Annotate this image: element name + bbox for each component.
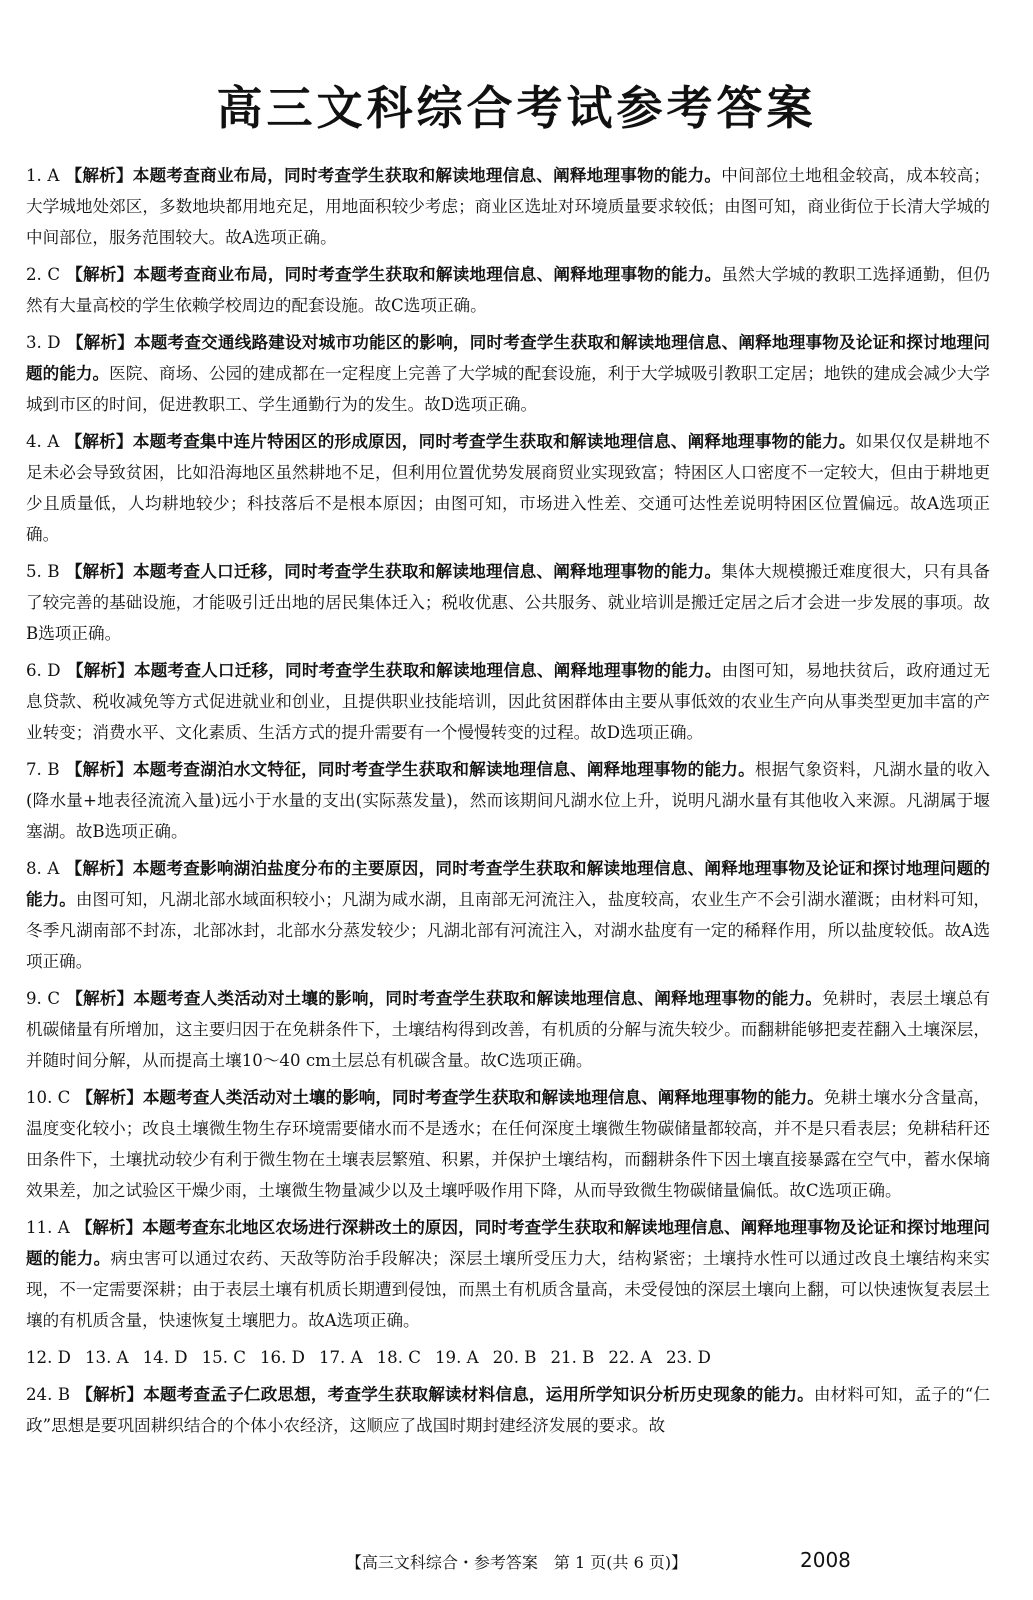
answer-key: 18. C <box>376 1348 421 1367</box>
answer-key: 15. C <box>201 1348 246 1367</box>
answer-key: 19. A <box>434 1348 479 1367</box>
item-number: 7. B <box>26 760 60 779</box>
analysis-tag: 【解析】 <box>65 166 133 185</box>
answer-item <box>26 655 990 748</box>
answer-item <box>26 327 990 420</box>
item-number: 11. A <box>26 1218 70 1237</box>
item-number: 4. A <box>26 432 60 451</box>
item-lead: 本题考查孟子仁政思想，考查学生获取解读材料信息，运用所学知识分析历史现象的能力。 <box>143 1385 814 1404</box>
analysis-tag: 【解析】 <box>65 432 133 451</box>
analysis-tag: 【解析】 <box>66 265 134 284</box>
answer-item <box>26 259 990 321</box>
item-body: 由图可知，易地扶贫后，政府通过无息贷款、税收减免等方式促进就业和创业，且提供职业技能培训，因此贫困群体由主要从事低效的农业生产向从事类型更加丰富的产业转变；消费水平、文化素质、生活方式的提升需要有一个慢慢转变的过程。故D选项正确。 <box>26 661 991 742</box>
answer-item <box>26 983 990 1076</box>
item-body: 免耕时，表层土壤总有机碳储量有所增加，这主要归因于在免耕条件下，土壤结构得到改善，有机质的分解与流失较少。而翻耕能够把麦茬翻入土壤深层，并随时间分解，从而提高土壤10～40 cm土层总有机碳含量。故C选项正确。 <box>26 989 991 1070</box>
analysis-tag: 【解析】 <box>65 760 133 779</box>
item-lead: 本题考查交通线路建设对城市功能区的影响，同时考查学生获取和解读地理信息、阐释地理事物及论证和探讨地理问题的能力。 <box>26 333 990 383</box>
page-title: 高三文科综合考试参考答案 <box>216 81 817 135</box>
answer-key: 17. A <box>318 1348 363 1367</box>
item-lead: 本题考查商业布局，同时考查学生获取和解读地理信息、阐释地理事物的能力。 <box>133 265 722 284</box>
item-lead: 本题考查人类活动对土壤的影响，同时考查学生获取和解读地理信息、阐释地理事物的能力。 <box>133 989 823 1008</box>
item-body: 免耕土壤水分含量高，温度变化较小；改良土壤微生物生存环境需要储水而不是透水；在任何深度土壤微生物碳储量都较高，并不是只看表层；免耕秸秆还田条件下，土壤扰动较少有利于微生物在土壤表层繁殖、积累，并保护土壤结构，而翻耕条件下因土壤直接暴露在空气中，蓄水保墒效果差，加之试验区干燥少雨，土壤微生物量减少以及土壤呼吸作用下降，从而导致微生物碳储量偏低。故C选项正确。 <box>26 1088 991 1200</box>
answer-item <box>26 1379 990 1441</box>
analysis-tag: 【解析】 <box>66 661 134 680</box>
item-lead: 本题考查影响湖泊盐度分布的主要原因，同时考查学生获取和解读地理信息、阐释地理事物及论证和探讨地理问题的能力。 <box>26 859 990 909</box>
answer-key: 12. D <box>26 1348 71 1367</box>
answer-item <box>26 556 990 649</box>
item-number: 6. D <box>26 661 61 680</box>
item-lead: 本题考查集中连片特困区的形成原因，同时考查学生获取和解读地理信息、阐释地理事物的能力。 <box>132 432 856 451</box>
analysis-tag: 【解析】 <box>75 1218 143 1237</box>
answer-key-row <box>26 1342 990 1373</box>
item-body: 集体大规模搬迁难度很大，只有具备了较完善的基础设施，才能吸引迁出地的居民集体迁入；税收优惠、公共服务、就业培训是搬迁定居之后才会进一步发展的事项。故B选项正确。 <box>26 562 991 643</box>
answer-key: 21. B <box>550 1348 595 1367</box>
answer-item <box>26 1212 990 1336</box>
answer-item <box>26 853 990 977</box>
item-number: 3. D <box>26 333 61 352</box>
item-number: 24. B <box>26 1385 71 1404</box>
answer-key: 16. D <box>259 1348 305 1367</box>
item-lead: 本题考查人类活动对土壤的影响，同时考查学生获取和解读地理信息、阐释地理事物的能力。 <box>142 1088 824 1107</box>
answer-item <box>26 754 990 847</box>
analysis-tag: 【解析】 <box>65 562 133 581</box>
answer-list <box>26 160 990 1336</box>
item-body: 根据气象资料，凡湖水量的收入(降水量+地表径流流入量)远小于水量的支出(实际蒸发量)，然而该期间凡湖水位上升，说明凡湖水量有其他收入来源。凡湖属于堰塞湖。故B选项正确。 <box>26 760 991 841</box>
item-body: 医院、商场、公园的建成都在一定程度上完善了大学城的配套设施，利于大学城吸引教职工定居；地铁的建成会减少大学城到市区的时间，促进教职工、学生通勤行为的发生。故D选项正确。 <box>26 364 991 414</box>
answer-key: 23. D <box>666 1348 711 1367</box>
item-number: 9. C <box>26 989 61 1008</box>
item-body: 如果仅仅是耕地不足未必会导致贫困，比如沿海地区虽然耕地不足，但利用位置优势发展商贸业实现致富；特困区人口密度不一定较大，但由于耕地更少且质量低，人均耕地较少；科技落后不是根本原因；由图可知，市场进入性差、交通可达性差说明特困区位置偏远。故A选项正确。 <box>26 432 990 544</box>
answer-key: 13. A <box>84 1348 129 1367</box>
answer-key: 20. B <box>492 1348 537 1367</box>
item-lead: 本题考查湖泊水文特征，同时考查学生获取和解读地理信息、阐释地理事物的能力。 <box>132 760 755 779</box>
answer-content <box>26 160 990 1447</box>
item-number: 8. A <box>26 859 60 878</box>
item-body: 由材料可知，孟子的“仁政”思想是要巩固耕织结合的个体小农经济，这顺应了战国时期封建经济发展的要求。故 <box>26 1385 991 1435</box>
analysis-tag: 【解析】 <box>66 989 134 1008</box>
answer-item <box>26 160 990 253</box>
item-body: 中间部位土地租金较高，成本较高；大学城地处郊区，多数地块都用地充足，用地面积较少考虑；商业区选址对环境质量要求较低；由图可知，商业街位于长清大学城的中间部位，服务范围较大。故A选项正确。 <box>26 166 990 247</box>
item-lead: 本题考查东北地区农场进行深耕改土的原因，同时考查学生获取和解读地理信息、阐释地理事物及论证和探讨地理问题的能力。 <box>26 1218 991 1268</box>
item-body: 虽然大学城的教职工选择通勤，但仍然有大量高校的学生依赖学校周边的配套设施。故C选项正确。 <box>26 265 991 315</box>
answer-key: 14. D <box>142 1348 188 1367</box>
item-lead: 本题考查商业布局，同时考查学生获取和解读地理信息、阐释地理事物的能力。 <box>132 166 722 185</box>
analysis-tag: 【解析】 <box>66 333 134 352</box>
page-footer: 【高三文科综合・参考答案 第 1 页(共 6 页)】 <box>345 1553 688 1572</box>
answer-item <box>26 426 990 550</box>
item-number: 2. C <box>26 265 61 284</box>
item-number: 1. A <box>26 166 60 185</box>
item-lead: 本题考查人口迁移，同时考查学生获取和解读地理信息、阐释地理事物的能力。 <box>132 562 722 581</box>
answer-item <box>26 1082 990 1206</box>
answer-key: 22. A <box>608 1348 652 1367</box>
item-number: 10. C <box>26 1088 71 1107</box>
item-body: 由图可知，凡湖北部水域面积较小；凡湖为咸水湖，且南部无河流注入，盐度较高，农业生产不会引湖水灌溉；由材料可知，冬季凡湖南部不封冻，北部冰封，北部水分蒸发较少；凡湖北部有河流注入，对湖水盐度有一定的稀释作用，所以盐度较低。故A选项正确。 <box>26 890 991 971</box>
item-number: 5. B <box>26 562 60 581</box>
item-body: 病虫害可以通过农药、天敌等防治手段解决；深层土壤所受压力大，结构紧密；土壤持水性可以通过改良土壤结构来实现，不一定需要深耕；由于表层土壤有机质长期遭到侵蚀，而黑土有机质含量高，未受侵蚀的深层土壤向上翻，可以快速恢复表层土壤的有机质含量，快速恢复土壤肥力。故A选项正确。 <box>26 1249 991 1330</box>
analysis-tag: 【解析】 <box>76 1385 144 1404</box>
page-code: 2008 <box>800 1548 851 1572</box>
analysis-tag: 【解析】 <box>65 859 133 878</box>
analysis-tag: 【解析】 <box>76 1088 143 1107</box>
item-lead: 本题考查人口迁移，同时考查学生获取和解读地理信息、阐释地理事物的能力。 <box>133 661 722 680</box>
